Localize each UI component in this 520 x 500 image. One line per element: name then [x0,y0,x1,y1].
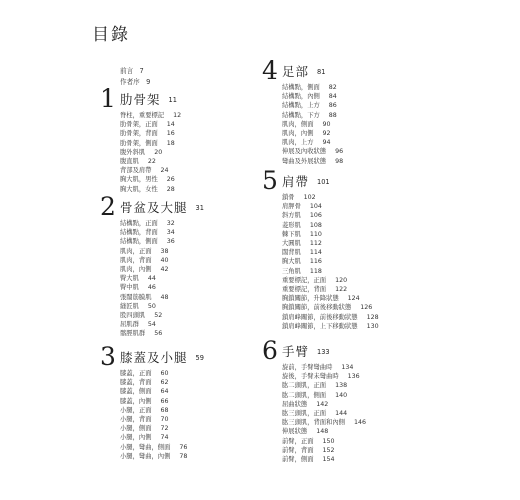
toc-entry-label: 肩胛骨 [282,203,301,211]
toc-entry[interactable] [282,400,366,409]
toc-entry-label: 斜方肌 [282,212,301,220]
toc-entry-page: 22 [147,158,156,166]
toc-entry[interactable] [282,83,343,92]
toc-entry[interactable] [282,111,343,120]
toc-entry-label: 肌肉，內側 [282,130,314,138]
toc-entry[interactable] [120,228,175,237]
toc-entry-label: 肌肉，上方 [282,139,314,147]
toc-entry[interactable] [120,311,175,320]
chapter-title-text: 足部 [282,64,310,79]
chapter-number: 3 [100,342,116,371]
toc-entry-page: 102 [303,194,316,201]
toc-entry[interactable] [282,193,379,202]
toc-entry[interactable] [120,378,187,387]
toc-entry-label: 膝蓋，側面 [120,388,152,396]
chapter-number: 1 [100,84,116,113]
chapter-title [120,90,177,108]
toc-entry-label: 膝蓋，內側 [120,397,152,405]
toc-entry[interactable] [120,329,175,338]
toc-entry-label: 肌肉，背面 [120,256,152,264]
toc-entry[interactable] [282,101,343,110]
toc-entry-label: 前臂，側面 [282,456,314,464]
toc-entry[interactable] [282,285,379,294]
toc-entry[interactable] [282,455,366,464]
toc-entry-page: 74 [160,434,169,442]
chapter-heading[interactable] [262,168,379,194]
toc-entry-label: 小腿，彎曲，內側 [120,452,171,460]
toc-entry-label: 肌肉，內側 [120,266,152,274]
toc-entry-label: 小腿，側面 [120,425,152,433]
chapter-title-text: 肋骨架 [120,92,161,107]
toc-entry-label: 旋前，手臂彎曲時 [282,364,333,371]
toc-entry-label: 重要標記，正面 [282,276,327,284]
chapter-entry-list [120,219,175,339]
toc-entry[interactable] [282,221,379,230]
front-matter-label: 作者序 [120,78,140,86]
toc-entry-page: 68 [160,406,169,414]
toc-entry-page: 126 [360,304,373,312]
toc-entry-page: 104 [309,203,322,211]
toc-entry[interactable] [120,302,175,311]
toc-entry-page: 66 [160,397,169,405]
toc-entry-page: 90 [322,120,331,128]
toc-entry-page: 118 [309,267,322,275]
toc-entry-page: 76 [179,443,188,451]
toc-entry-page: 78 [179,452,188,460]
toc-entry-label: 伸展狀態 [282,428,308,436]
toc-entry-label: 肱三頭肌，背面和內側 [282,419,345,427]
chapter-title-text: 膝蓋及小腿 [120,350,188,365]
toc-entry[interactable] [120,237,175,246]
chapter-number: 5 [262,166,278,195]
chapter-page-number: 81 [317,68,326,76]
chapter-heading[interactable] [262,58,343,84]
chapter-heading[interactable] [100,86,181,112]
toc-entry-page: 32 [166,220,175,227]
toc-entry[interactable] [120,219,175,228]
toc-entry-label: 肱二頭肌，正面 [282,382,327,390]
chapter-2 [100,192,204,339]
toc-entry[interactable] [282,418,366,427]
toc-entry-label: 小腿，正面 [120,406,152,414]
toc-entry[interactable] [120,247,175,256]
toc-entry-page: 106 [309,212,322,220]
toc-entry[interactable] [282,248,379,257]
chapter-number: 2 [100,192,116,221]
toc-entry[interactable] [120,415,187,424]
toc-entry-page: 72 [160,425,169,433]
toc-entry-page: 114 [309,249,322,257]
toc-entry[interactable] [282,202,379,211]
toc-entry[interactable] [120,265,175,274]
toc-entry-page: 38 [160,247,169,255]
toc-entry[interactable] [120,157,181,166]
chapter-title [120,198,204,216]
toc-entry-page: 64 [160,388,169,396]
toc-entry-label: 股四頭肌 [120,312,146,320]
chapter-entry-list [282,193,379,331]
chapter-6 [262,338,366,464]
toc-entry-label: 伸展及內收狀態 [282,148,327,156]
toc-entry[interactable] [120,397,187,406]
toc-entry-page: 142 [316,400,329,408]
toc-entry-page: 12 [173,112,182,119]
chapter-heading[interactable] [262,338,366,364]
toc-entry[interactable] [120,166,181,175]
front-matter-page: 7 [139,67,144,75]
toc-entry-page: 92 [322,130,331,138]
toc-entry-page: 40 [160,256,169,264]
toc-entry[interactable] [120,424,187,433]
toc-entry-label: 張闊筋膜肌 [120,293,152,301]
toc-entry[interactable] [282,427,366,436]
toc-entry-page: 120 [335,276,348,284]
toc-entry[interactable] [282,303,379,312]
toc-entry-page: 150 [322,437,335,445]
toc-entry-label: 胸大肌，女性 [120,185,158,193]
toc-entry-label: 三角肌 [282,267,301,275]
toc-entry-label: 小腿，彎曲，側面 [120,443,171,451]
toc-entry-page: 94 [322,139,331,147]
chapter-heading[interactable] [100,342,204,371]
toc-entry-page: 128 [366,313,379,321]
toc-entry-page: 70 [160,416,169,424]
toc-entry-label: 旋後，手臂未彎曲時 [282,373,339,381]
toc-entry-page: 136 [347,373,360,381]
toc-entry[interactable] [282,381,366,390]
toc-entry-label: 臀大肌 [120,275,139,283]
toc-entry-page: 138 [335,382,348,390]
toc-entry-label: 肱三頭肌，正面 [282,410,327,418]
toc-entry-label: 鎖骨 [282,194,295,201]
toc-entry-page: 62 [160,379,169,387]
toc-entry-label: 棘下肌 [282,230,301,238]
toc-entry-page: 14 [166,121,175,129]
toc-entry[interactable] [120,185,181,194]
toc-entry-label: 脊柱，重要標記 [120,112,165,119]
toc-entry-label: 前臂，背面 [282,446,314,454]
toc-entry-label: 膝蓋，正面 [120,370,152,377]
toc-entry-page: 24 [160,167,169,175]
toc-entry[interactable] [282,230,379,239]
toc-entry[interactable] [282,138,343,147]
chapter-page-number: 11 [168,96,177,104]
chapter-entry-list [282,363,366,464]
chapter-4 [262,58,343,166]
toc-entry[interactable] [282,391,366,400]
toc-entry-page: 140 [335,391,348,399]
toc-entry[interactable] [120,406,187,415]
toc-entry-page: 152 [322,446,335,454]
toc-entry[interactable] [120,120,181,129]
chapter-page-number: 31 [195,204,204,212]
toc-entry-label: 肌肉，正面 [120,247,152,255]
chapter-page-number: 101 [317,178,330,186]
toc-entry[interactable] [282,267,379,276]
toc-entry-label: 胸大肌，男性 [120,176,158,184]
toc-entry-page: 46 [147,284,156,292]
toc-entry[interactable] [120,175,181,184]
toc-entry-page: 54 [147,321,156,329]
toc-entry[interactable] [282,409,366,418]
chapter-page-number: 59 [195,354,204,362]
toc-entry[interactable] [282,239,379,248]
toc-entry-page: 144 [335,410,348,418]
toc-entry[interactable] [120,452,187,461]
toc-entry[interactable] [282,129,343,138]
toc-entry-label: 菱形肌 [282,221,301,229]
chapter-title [282,172,330,190]
toc-entry[interactable] [282,313,379,322]
chapter-title [282,62,325,80]
toc-entry-page: 82 [328,84,337,91]
toc-entry[interactable] [120,256,175,265]
toc-entry-page: 16 [166,130,175,138]
toc-entry-label: 肌肉，側面 [282,120,314,128]
toc-entry-label: 肋骨架，正面 [120,121,158,129]
toc-entry-label: 肱二頭肌，側面 [282,391,327,399]
toc-entry-label: 闊背肌 [282,249,301,257]
toc-entry[interactable] [120,293,175,302]
toc-entry-label: 屈曲狀態 [282,400,308,408]
toc-entry-label: 胸大肌 [282,258,301,266]
toc-entry-page: 112 [309,240,322,248]
toc-entry[interactable] [120,148,181,157]
toc-entry-page: 18 [166,139,175,147]
chapter-page-number: 133 [317,348,330,356]
toc-entry-page: 110 [309,230,322,238]
toc-entry-page: 34 [166,229,175,237]
toc-entry[interactable] [282,322,379,331]
chapter-entry-list [120,111,181,194]
chapter-number: 4 [262,56,278,85]
front-matter-page: 9 [146,78,151,86]
front-matter-label: 前言 [120,67,134,75]
toc-entry[interactable] [120,283,175,292]
toc-entry-page: 134 [341,364,354,371]
toc-entry[interactable] [120,274,175,283]
toc-entry[interactable] [120,111,181,120]
toc-entry-label: 肋骨架，側面 [120,139,158,147]
toc-entry-label: 結構點，背面 [120,229,158,237]
toc-entry-page: 44 [147,275,156,283]
chapter-title [282,342,330,360]
toc-entry-page: 116 [309,258,322,266]
toc-entry[interactable] [282,157,343,166]
toc-entry-page: 42 [160,266,169,274]
toc-entry[interactable] [120,320,175,329]
toc-entry[interactable] [120,129,181,138]
toc-entry-label: 小腿，背面 [120,416,152,424]
front-matter [120,66,150,88]
toc-entry-page: 56 [154,330,163,338]
toc-entry-page: 148 [316,428,329,436]
toc-entry-label: 結構點，側面 [282,84,320,91]
toc-entry-label: 結構點，上方 [282,102,320,110]
toc-entry-label: 結構點，內側 [282,93,320,101]
chapter-3 [100,342,204,461]
toc-entry[interactable] [282,437,366,446]
toc-entry-page: 60 [160,370,169,377]
toc-entry-label: 腹直肌 [120,158,139,166]
toc-entry-label: 鎖肩峰關節，上下移動狀態 [282,322,358,330]
chapter-title-text: 手臂 [282,344,310,359]
toc-entry[interactable] [120,387,187,396]
toc-entry[interactable] [282,363,366,372]
toc-entry[interactable] [282,211,379,220]
toc-entry-label: 屈肌群 [120,321,139,329]
toc-entry-label: 肋骨架，背面 [120,130,158,138]
toc-entry-page: 52 [154,312,163,320]
toc-entry-page: 96 [335,148,344,156]
chapter-heading[interactable] [100,192,204,221]
toc-entry-page: 154 [322,456,335,464]
toc-entry-page: 26 [166,176,175,184]
toc-entry[interactable] [282,257,379,266]
toc-entry[interactable] [282,147,343,156]
toc-entry[interactable] [282,92,343,101]
toc-entry-page: 88 [328,111,337,119]
toc-entry-label: 髂脛肌群 [120,330,146,338]
toc-entry-page: 28 [166,185,175,193]
toc-entry-label: 鎖肩峰關節，前後移動狀態 [282,313,358,321]
toc-entry-page: 146 [353,419,366,427]
chapter-title-text: 肩帶 [282,174,310,189]
toc-entry-page: 20 [154,148,163,156]
toc-entry-page: 108 [309,221,322,229]
toc-entry-page: 36 [166,238,175,246]
toc-entry[interactable] [282,276,379,285]
toc-entry-label: 重要標記，背面 [282,286,327,294]
toc-entry-page: 98 [335,157,344,165]
toc-entry[interactable] [120,369,187,378]
toc-entry-label: 彎曲及外展狀態 [282,157,327,165]
toc-entry-page: 50 [147,302,156,310]
toc-entry-label: 結構點，側面 [120,238,158,246]
chapter-title [120,348,204,366]
toc-entry-label: 膝蓋，背面 [120,379,152,387]
toc-entry[interactable] [282,120,343,129]
chapter-number: 6 [262,336,278,365]
chapter-entry-list [120,369,187,461]
toc-entry-page: 84 [328,93,337,101]
toc-entry-label: 縫匠肌 [120,302,139,310]
toc-entry[interactable] [282,294,379,303]
toc-entry[interactable] [120,139,181,148]
toc-entry-label: 結構點，下方 [282,111,320,119]
toc-entry-page: 48 [160,293,169,301]
chapter-entry-list [282,83,343,166]
toc-entry-label: 臀中肌 [120,284,139,292]
toc-entry-page: 124 [347,295,360,303]
toc-entry-label: 胸鎖關節，升降狀態 [282,295,339,303]
toc-entry-label: 背部及肩帶 [120,167,152,175]
toc-entry-label: 胸鎖關節，前後移動狀態 [282,304,352,312]
chapter-title-text: 骨盆及大腿 [120,200,188,215]
toc-entry-label: 小腿，內側 [120,434,152,442]
toc-entry[interactable] [282,372,366,381]
front-matter-item[interactable] [120,66,150,77]
toc-entry[interactable] [282,446,366,455]
chapter-1 [100,86,181,194]
toc-entry-page: 86 [328,102,337,110]
toc-entry-label: 大圓肌 [282,240,301,248]
toc-entry[interactable] [120,433,187,442]
toc-entry-page: 122 [335,286,348,294]
toc-entry[interactable] [120,443,187,452]
toc-entry-label: 結構點，正面 [120,220,158,227]
toc-entry-label: 前臂，正面 [282,437,314,445]
toc-entry-page: 130 [366,322,379,330]
chapter-5 [262,168,379,331]
toc-entry-label: 腹外斜肌 [120,148,146,156]
page-title: 目錄 [92,25,130,45]
